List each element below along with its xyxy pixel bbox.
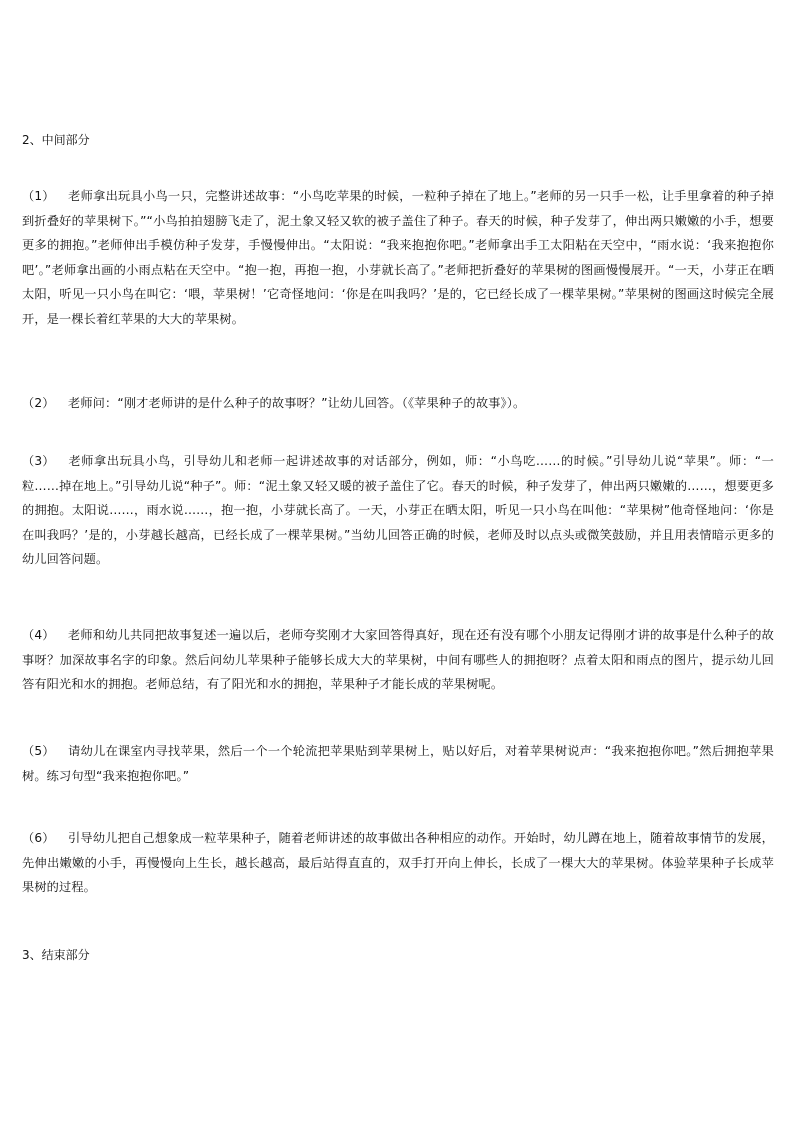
paragraph-text: 请幼儿在课室内寻找苹果，然后一个一个轮流把苹果贴到苹果树上，贴以好后，对着苹果树说声：“我来抱抱你吧。”然后拥抱苹果树。练习句型“我来抱抱你吧。” [22,744,774,783]
paragraph-number: （1） [22,189,55,203]
section-heading-middle: 2、中间部分 [22,133,90,147]
paragraph-text: 老师和幼儿共同把故事复述一遍以后，老师夸奖刚才大家回答得真好，现在还有没有哪个小朋友记得刚才讲的故事是什么种子的故事呀？加深故事名字的印象。然后问幼儿苹果种子能够长成大大的苹果树，中间有哪些人的拥抱呀？点着太阳和雨点的图片，提示幼儿回答有阳光和水的拥抱。老师总结，有了阳光和水的拥抱，苹果种子才能长成的苹果树呢。 [22,628,774,691]
paragraph-text: 引导幼儿把自己想象成一粒苹果种子，随着老师讲述的故事做出各种相应的动作。开始时，幼儿蹲在地上，随着故事情节的发展，先伸出嫩嫩的小手，再慢慢向上生长，越长越高，最后站得直直的，双手打开向上伸长，长成了一棵大大的苹果树。体验苹果种子长成苹果树的过程。 [22,831,774,894]
section-heading-end: 3、结束部分 [22,948,90,962]
paragraph-3 [22,449,774,572]
paragraph-1 [22,184,774,331]
paragraph-text: 老师拿出玩具小鸟一只，完整讲述故事：“小鸟吃苹果的时候，一粒种子掉在了地上。”老师的另一只手一松，让手里拿着的种子掉到折叠好的苹果树下。”“小鸟拍拍翅膀飞走了，泥土象又轻又软的被子盖住了种子。春天的时候，种子发芽了，伸出两只嫩嫩的小手，想要更多的拥抱。”老师伸出手模仿种子发芽，手慢慢伸出。“太阳说：“我来抱抱你吧。”老师拿出手工太阳粘在天空中，“雨水说：‘我来抱抱你吧’。”老师拿出画的小雨点粘在天空中。“抱一抱，再抱一抱，小芽就长高了。”老师把折叠好的苹果树的图画慢慢展开。“一天，小芽正在晒太阳，听见一只小鸟在叫它：‘喂，苹果树！’它奇怪地问：‘你是在叫我吗？’是的，它已经长成了一棵苹果树。”苹果树的图画这时候完全展开，是一棵长着红苹果的大大的苹果树。 [22,189,774,326]
paragraph-number: （2） [22,396,55,410]
paragraph-6 [22,826,774,900]
paragraph-2 [22,391,774,416]
paragraph-number: （4） [22,628,55,642]
paragraph-text: 老师拿出玩具小鸟，引导幼儿和老师一起讲述故事的对话部分，例如，师：“小鸟吃……的时候。”引导幼儿说“苹果”。师：“一粒……掉在地上。”引导幼儿说“种子”。师：“泥土象又轻又暖的被子盖住了它。春天的时候，种子发芽了，伸出两只嫩嫩的……，想要更多的拥抱。太阳说……，雨水说……，抱一抱，小芽就长高了。一天，小芽正在晒太阳，听见一只小鸟在叫他：“苹果树”他奇怪地问：‘你是在叫我吗？’是的，小芽越长越高，已经长成了一棵苹果树。”当幼儿回答正确的时候，老师及时以点头或微笑鼓励，并且用表情暗示更多的幼儿回答问题。 [22,454,774,566]
paragraph-5 [22,739,774,788]
paragraph-number: （3） [22,454,55,468]
paragraph-number: （6） [22,831,55,845]
paragraph-text: 老师问：“刚才老师讲的是什么种子的故事呀？”让幼儿回答。（《苹果种子的故事》）。 [68,396,526,410]
paragraph-number: （5） [22,744,55,758]
paragraph-4 [22,623,774,697]
